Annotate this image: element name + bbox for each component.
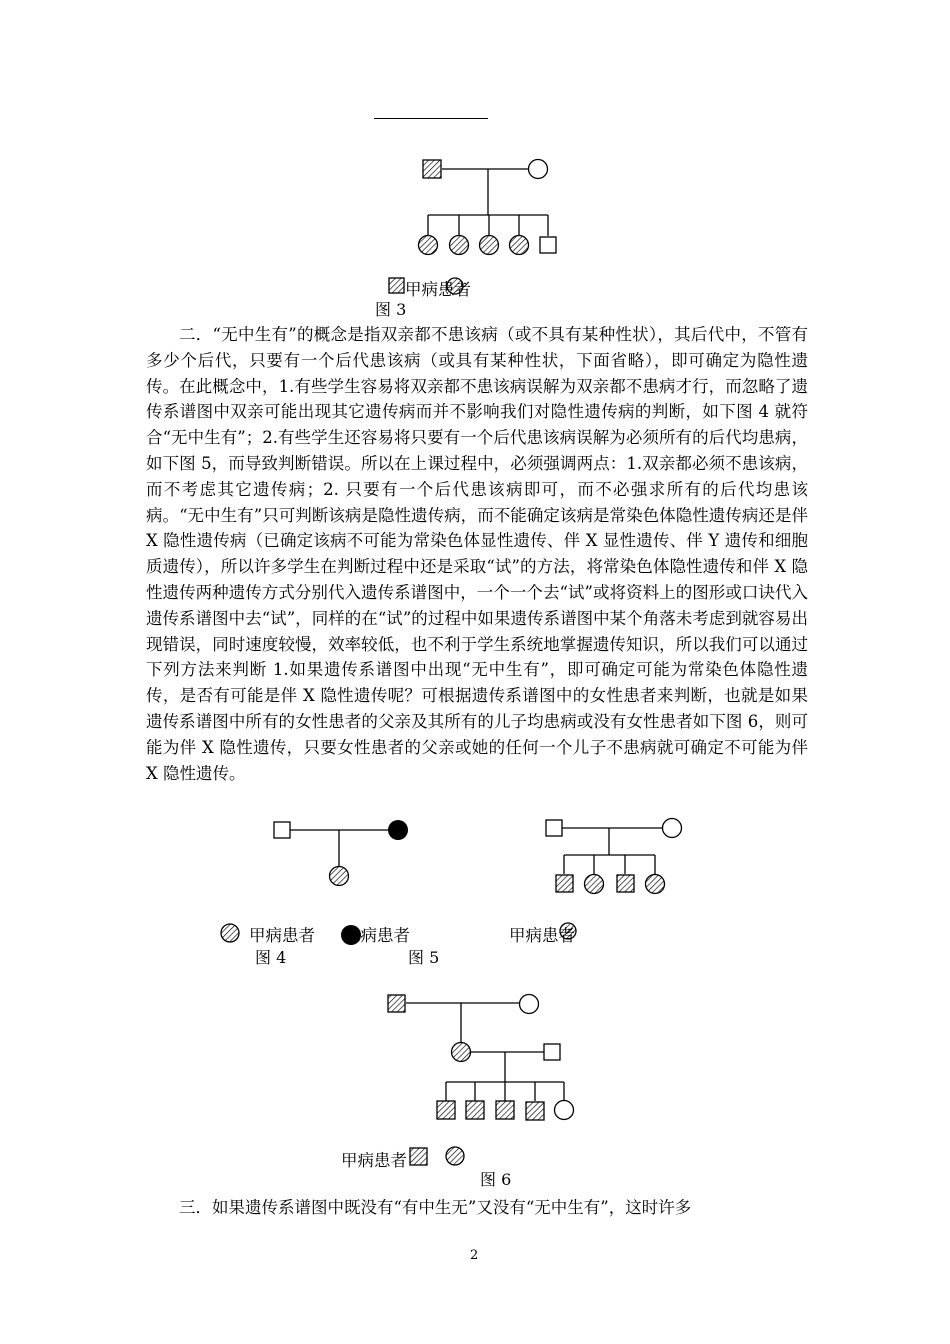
section-2-paragraph: 二．“无中生有”的概念是指双亲都不患该病（或不具有某种性状），其后代中，不管有多少个后代，只要有一个后代患该病（或具有某种性状，下面省略），即可确定为隐性遗传。在此概念中，1.有些学生容易将双亲都不患该病误解为双亲都不患病才行，而忽略了遗传系谱图中双亲可能出现其它遗传病而并不影响我们对隐性遗传病的判断，如下图 4 就符合“无中生有”；2.有些学生还容易将只要有一个后代患该病误解为必须所有的后代均患病，如下图 5，而导致判断错误。所以在上课过程中，必须强调两点：1.双亲都必须不患该病，而不考虑其它遗传病；2. 只要有一个后代患该病即可，而不必强求所有的后代均患该病。“无中生有”只可判断该病是隐性遗传病，而不能确定该病是常染色体隐性遗传病还是伴 X 隐性遗传病（已确定该病不可能为常染色体显性遗传、伴 X 显性遗传、伴 Y 遗传和细胞质遗传），所以许多学生在判断过程中还是采取“试”的方法，将常染色体隐性遗传和伴 X 隐性遗传两种遗传方式分别代入遗传系谱图中，一个一个去“试”或将资料上的图形或口诀代入遗传系谱图中去“试”，同样的在“试”的过程中如果遗传系谱图中某个角落未考虑到就容易出现错误，同时速度较慢，效率较低，也不利于学生系统地掌握遗传知识，所以我们可以通过下列方法来判断 1.如果遗传系谱图中出现“无中生有”，即可确定可能为常染色体隐性遗传，是否有可能是伴 X 隐性遗传呢？可根据遗传系谱图中的女性患者来判断，也就是如果遗传系谱图中所有的女性患者的父亲及其所有的儿子均患病或没有女性患者如下图 6，则可能为伴 X 隐性遗传，只要女性患者的父亲或她的任何一个儿子不患病就可确定不可能为伴 X 隐性遗传。: [146, 325, 808, 783]
affected-male-symbol: [437, 1101, 455, 1119]
unaffected-female-symbol: [520, 995, 539, 1014]
figure-3-legend: 甲病患者: [405, 280, 471, 299]
figure-3-caption: 图 3: [375, 300, 407, 319]
figure-6-caption: 图 6: [480, 1170, 512, 1189]
figure-5-caption: 图 5: [408, 948, 440, 967]
affected-male-symbol: [466, 1101, 484, 1119]
legend-hatched-square: [410, 1148, 427, 1165]
affected-male-symbol: [526, 1102, 544, 1120]
section-3-paragraph: 三．如果遗传系谱图中既没有“有中生无”又没有“无中生有”，这时许多: [179, 1198, 692, 1217]
figure-4-caption: 图 4: [255, 948, 287, 967]
legend-hatched-circle: [446, 1147, 464, 1165]
figure-6-legend: 甲病患者: [341, 1151, 407, 1170]
unaffected-female-symbol: [555, 1101, 574, 1120]
affected-female-symbol: [452, 1043, 471, 1062]
affected-male-symbol: [496, 1101, 514, 1119]
page-number: 2: [470, 1248, 479, 1263]
unaffected-male-symbol: [544, 1044, 560, 1060]
affected-male-symbol: [388, 995, 405, 1012]
figure-4-legend-b: 乙病患者: [344, 926, 410, 945]
figure-5-legend: 甲病患者: [509, 926, 575, 945]
figure-4-legend-a: 甲病患者: [249, 926, 315, 945]
